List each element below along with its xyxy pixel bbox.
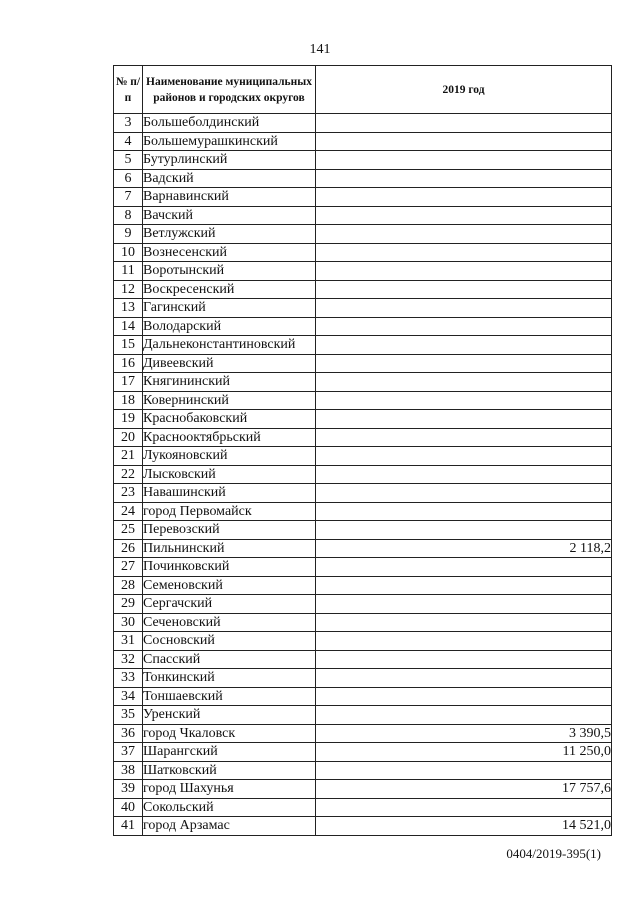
municipality-name: Краснобаковский: [143, 410, 316, 429]
table-row: [114, 299, 612, 318]
table-row: [114, 724, 612, 743]
table-row: [114, 706, 612, 725]
table-header-row: [114, 66, 612, 114]
table-row: [114, 669, 612, 688]
row-value: [316, 558, 612, 577]
row-number: 18: [114, 391, 143, 410]
municipality-name: Гагинский: [143, 299, 316, 318]
row-number: 40: [114, 798, 143, 817]
row-value: [316, 262, 612, 281]
municipality-name: Дивеевский: [143, 354, 316, 373]
table-row: [114, 336, 612, 355]
table-row: [114, 188, 612, 207]
row-value: 17 757,6: [316, 780, 612, 799]
municipality-name: Княгининский: [143, 373, 316, 392]
municipality-name: город Первомайск: [143, 502, 316, 521]
row-value: [316, 410, 612, 429]
table-row: [114, 262, 612, 281]
column-header-number: № п/п: [114, 66, 143, 114]
row-value: [316, 354, 612, 373]
row-number: 25: [114, 521, 143, 540]
row-number: 5: [114, 151, 143, 170]
municipality-name: город Чкаловск: [143, 724, 316, 743]
row-value: [316, 373, 612, 392]
municipality-name: Большеболдинский: [143, 114, 316, 133]
row-value: [316, 132, 612, 151]
row-value: [316, 521, 612, 540]
row-value: [316, 391, 612, 410]
municipality-name: Сергачский: [143, 595, 316, 614]
table-row: [114, 687, 612, 706]
table-row: [114, 151, 612, 170]
row-value: [316, 502, 612, 521]
municipality-name: Сеченовский: [143, 613, 316, 632]
municipality-name: Лысковский: [143, 465, 316, 484]
row-number: 10: [114, 243, 143, 262]
table-row: [114, 780, 612, 799]
row-number: 21: [114, 447, 143, 466]
column-header-name: Наименование муниципальных районов и городских округов: [143, 66, 316, 114]
municipality-name: Варнавинский: [143, 188, 316, 207]
row-value: [316, 299, 612, 318]
row-number: 34: [114, 687, 143, 706]
municipality-name: Дальнеконстантиновский: [143, 336, 316, 355]
row-value: [316, 151, 612, 170]
row-value: [316, 576, 612, 595]
table-row: [114, 280, 612, 299]
row-number: 36: [114, 724, 143, 743]
column-header-year: 2019 год: [316, 66, 612, 114]
row-value: 11 250,0: [316, 743, 612, 762]
row-value: [316, 225, 612, 244]
row-number: 13: [114, 299, 143, 318]
table-row: [114, 114, 612, 133]
municipality-name: Починковский: [143, 558, 316, 577]
row-value: [316, 169, 612, 188]
row-value: [316, 243, 612, 262]
row-value: [316, 465, 612, 484]
row-number: 23: [114, 484, 143, 503]
row-value: [316, 484, 612, 503]
table-row: [114, 391, 612, 410]
row-number: 11: [114, 262, 143, 281]
row-number: 9: [114, 225, 143, 244]
row-number: 16: [114, 354, 143, 373]
municipality-name: Воротынский: [143, 262, 316, 281]
table-row: [114, 447, 612, 466]
row-value: [316, 632, 612, 651]
table-row: [114, 465, 612, 484]
table-row: [114, 169, 612, 188]
row-value: [316, 687, 612, 706]
row-value: [316, 114, 612, 133]
table-row: [114, 650, 612, 669]
municipality-name: Володарский: [143, 317, 316, 336]
row-number: 37: [114, 743, 143, 762]
table-row: [114, 743, 612, 762]
table-row: [114, 761, 612, 780]
table-body: [114, 114, 612, 836]
municipality-name: Большемурашкинский: [143, 132, 316, 151]
municipality-name: Уренский: [143, 706, 316, 725]
row-value: [316, 336, 612, 355]
municipality-name: Вадский: [143, 169, 316, 188]
row-number: 17: [114, 373, 143, 392]
row-value: [316, 706, 612, 725]
municipality-name: Вачский: [143, 206, 316, 225]
row-number: 33: [114, 669, 143, 688]
row-number: 31: [114, 632, 143, 651]
table-row: [114, 317, 612, 336]
municipality-name: Перевозский: [143, 521, 316, 540]
table-row: [114, 410, 612, 429]
row-value: [316, 280, 612, 299]
row-number: 8: [114, 206, 143, 225]
municipality-name: город Шахунья: [143, 780, 316, 799]
table-row: [114, 243, 612, 262]
row-value: [316, 447, 612, 466]
row-value: [316, 613, 612, 632]
municipality-name: Тоншаевский: [143, 687, 316, 706]
row-value: [316, 595, 612, 614]
row-number: 35: [114, 706, 143, 725]
municipality-name: Воскресенский: [143, 280, 316, 299]
row-number: 4: [114, 132, 143, 151]
row-value: [316, 206, 612, 225]
table-row: [114, 817, 612, 836]
row-value: [316, 428, 612, 447]
row-number: 3: [114, 114, 143, 133]
row-number: 28: [114, 576, 143, 595]
row-number: 22: [114, 465, 143, 484]
table-row: [114, 373, 612, 392]
row-number: 12: [114, 280, 143, 299]
municipality-name: Пильнинский: [143, 539, 316, 558]
municipality-name: Вознесенский: [143, 243, 316, 262]
page-number: 141: [309, 42, 331, 57]
row-value: [316, 798, 612, 817]
row-number: 24: [114, 502, 143, 521]
row-number: 20: [114, 428, 143, 447]
row-value: 3 390,5: [316, 724, 612, 743]
row-value: 2 118,2: [316, 539, 612, 558]
table-row: [114, 539, 612, 558]
municipality-name: Спасский: [143, 650, 316, 669]
table-row: [114, 206, 612, 225]
municipality-name: Навашинский: [143, 484, 316, 503]
row-number: 26: [114, 539, 143, 558]
municipality-name: Тонкинский: [143, 669, 316, 688]
row-number: 7: [114, 188, 143, 207]
table-row: [114, 595, 612, 614]
row-number: 14: [114, 317, 143, 336]
table-row: [114, 484, 612, 503]
budget-table: [113, 65, 612, 836]
municipality-name: Сокольский: [143, 798, 316, 817]
row-number: 6: [114, 169, 143, 188]
municipality-name: Лукояновский: [143, 447, 316, 466]
municipality-name: Шатковский: [143, 761, 316, 780]
row-number: 27: [114, 558, 143, 577]
table-row: [114, 354, 612, 373]
table-row: [114, 613, 612, 632]
row-value: [316, 650, 612, 669]
table-row: [114, 132, 612, 151]
table-row: [114, 225, 612, 244]
table-row: [114, 798, 612, 817]
table-row: [114, 576, 612, 595]
document-code: 0404/2019-395(1): [506, 846, 601, 861]
table-row: [114, 558, 612, 577]
row-value: [316, 669, 612, 688]
table-row: [114, 502, 612, 521]
row-number: 19: [114, 410, 143, 429]
row-number: 30: [114, 613, 143, 632]
row-number: 41: [114, 817, 143, 836]
municipality-name: Сосновский: [143, 632, 316, 651]
municipality-name: Ковернинский: [143, 391, 316, 410]
row-number: 39: [114, 780, 143, 799]
row-number: 38: [114, 761, 143, 780]
municipality-name: Ветлужский: [143, 225, 316, 244]
table-row: [114, 521, 612, 540]
municipality-name: Краснооктябрьский: [143, 428, 316, 447]
table-row: [114, 428, 612, 447]
municipality-name: Бутурлинский: [143, 151, 316, 170]
municipality-name: Семеновский: [143, 576, 316, 595]
row-value: [316, 188, 612, 207]
municipality-name: город Арзамас: [143, 817, 316, 836]
row-number: 32: [114, 650, 143, 669]
row-value: [316, 761, 612, 780]
row-value: [316, 317, 612, 336]
table-row: [114, 632, 612, 651]
row-number: 29: [114, 595, 143, 614]
municipality-name: Шарангский: [143, 743, 316, 762]
row-value: 14 521,0: [316, 817, 612, 836]
row-number: 15: [114, 336, 143, 355]
